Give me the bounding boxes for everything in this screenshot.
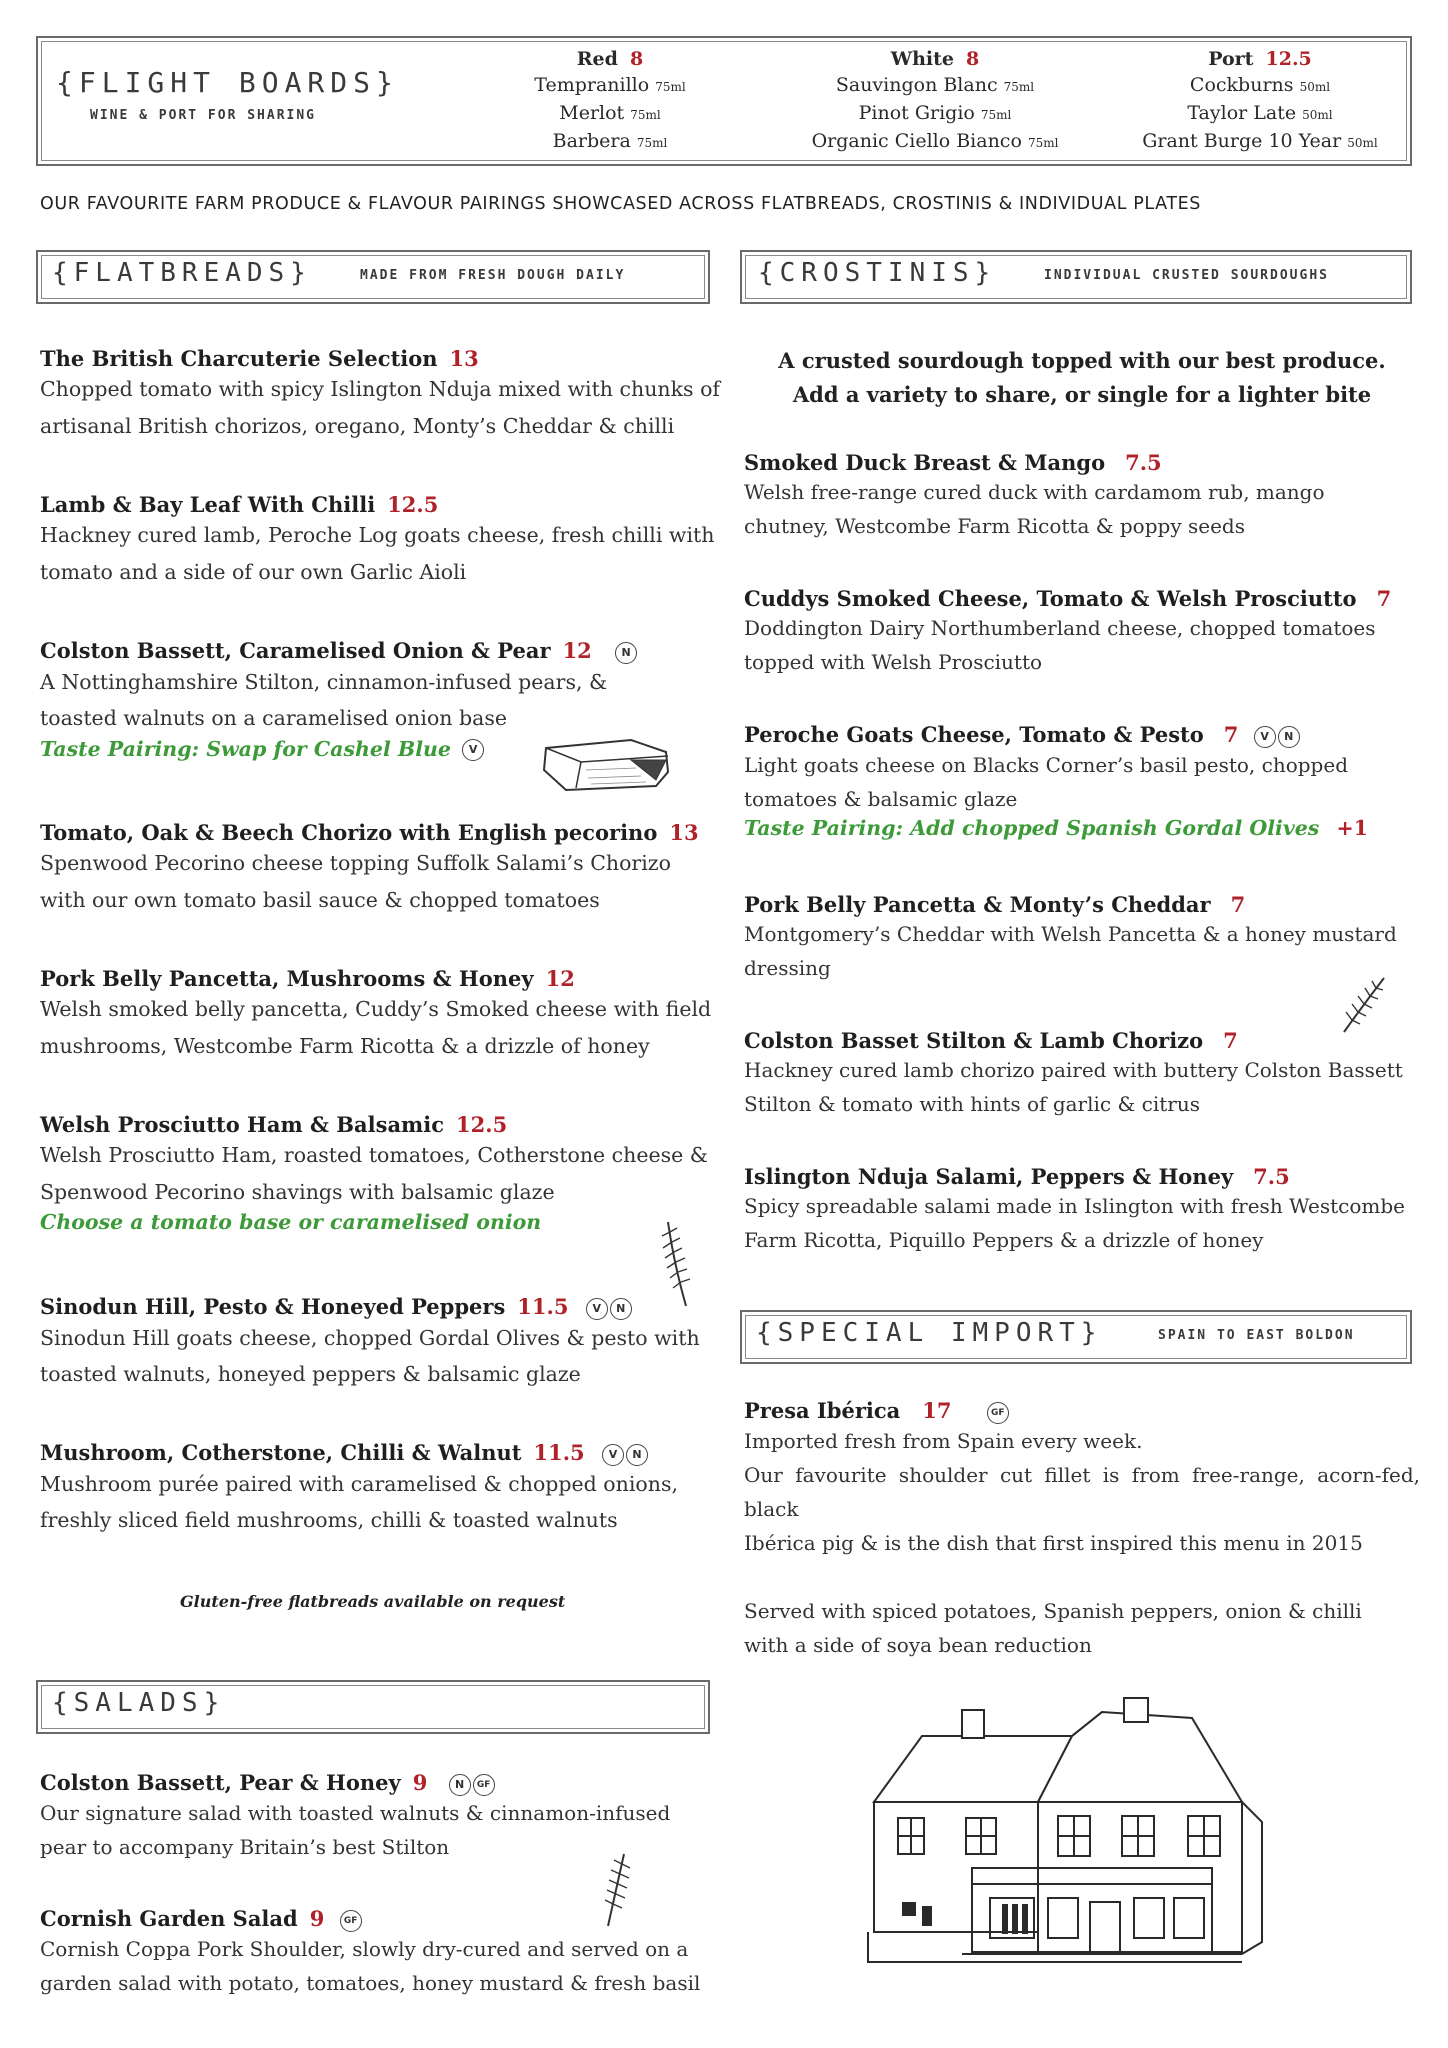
item-description: Spicy spreadable salami made in Islington with fresh Westcombe Farm Ricotta, Piquillo Peppers & a drizzle of honey: [744, 1194, 1405, 1252]
item-description: Light goats cheese on Blacks Corner’s basil pesto, chopped tomatoes & balsamic glaze: [744, 752, 1348, 811]
item-description-line: Ibérica pig & is the dish that first inspired this menu in 2015: [744, 1530, 1363, 1555]
flight-column-port: [1130, 46, 1390, 156]
crostinis-title: {CROSTINIS}: [758, 258, 997, 288]
gluten-free-badge-icon: GF: [473, 1774, 495, 1796]
flight-column-white: [800, 46, 1070, 156]
item-name: Sinodun Hill, Pesto & Honeyed Peppers: [40, 1294, 506, 1319]
item-description: Hackney cured lamb, Peroche Log goats cheese, fresh chilli with tomato and a side of our own Garlic Aioli: [40, 523, 715, 584]
flight-wine: Grant Burge 10 Year 50ml: [1142, 130, 1378, 152]
flight-wine: Organic Ciello Bianco 75ml: [811, 130, 1059, 152]
menu-item-special: [744, 1398, 1424, 1662]
gluten-free-badge-icon: GF: [987, 1402, 1009, 1424]
vegetarian-badge-icon: V: [462, 739, 484, 761]
nuts-badge-icon: N: [449, 1774, 471, 1796]
flight-wine: Pinot Grigio 75ml: [858, 102, 1012, 124]
nuts-badge-icon: N: [610, 1298, 632, 1320]
flight-price: 8: [966, 48, 980, 70]
item-description: Hackney cured lamb chorizo paired with buttery Colston Bassett Stilton & tomato with hints of garlic & citrus: [744, 1058, 1403, 1116]
item-name: Presa Ibérica: [744, 1398, 901, 1423]
menu-item-crostini: [744, 586, 1424, 679]
item-price: 7: [1230, 892, 1246, 917]
item-name: Colston Bassett, Pear & Honey: [40, 1770, 401, 1795]
item-description: Doddington Dairy Northumberland cheese, chopped tomatoes topped with Welsh Prosciutto: [744, 616, 1376, 674]
flight-column-red: [500, 46, 720, 156]
rosemary-sprig-illustration: [1340, 974, 1388, 1036]
item-price: 13: [669, 820, 699, 845]
menu-item-flatbread: [40, 1294, 720, 1393]
item-name: Cuddys Smoked Cheese, Tomato & Welsh Prosciutto: [744, 586, 1357, 611]
special-import-subtitle: SPAIN TO EAST BOLDON: [1158, 1328, 1355, 1343]
flight-boards-subtitle: WINE & PORT FOR SHARING: [90, 108, 317, 123]
pub-building-illustration: [862, 1692, 1282, 1992]
nuts-badge-icon: N: [1278, 726, 1300, 748]
item-description: Montgomery’s Cheddar with Welsh Pancetta & a honey mustard dressing: [744, 922, 1397, 980]
menu-tagline: OUR FAVOURITE FARM PRODUCE & FLAVOUR PAIRINGS SHOWCASED ACROSS FLATBREADS, CROSTINIS & INDIVIDUAL PLATES: [40, 194, 1201, 214]
menu-item-flatbread: [40, 966, 720, 1064]
item-description: Sinodun Hill goats cheese, chopped Gordal Olives & pesto with toasted walnuts, honeyed peppers & balsamic glaze: [40, 1325, 700, 1386]
item-price: 7.5: [1125, 450, 1162, 475]
vegetarian-badge-icon: V: [1254, 726, 1276, 748]
item-name: The British Charcuterie Selection: [40, 346, 438, 371]
flight-head: White: [890, 48, 954, 70]
flight-head: Red: [576, 48, 618, 70]
salads-title: {SALADS}: [52, 1688, 226, 1718]
menu-item-flatbread: [40, 1440, 720, 1539]
item-description: Our signature salad with toasted walnuts & cinnamon-infused pear to accompany Britain’s best Stilton: [40, 1800, 671, 1859]
item-price: 7: [1223, 722, 1239, 747]
flight-wine: Tempranillo 75ml: [534, 74, 686, 96]
menu-item-flatbread: [40, 1112, 720, 1234]
vegetarian-badge-icon: V: [602, 1444, 624, 1466]
item-price: 12.5: [387, 492, 439, 517]
flight-price: 8: [629, 48, 644, 70]
flight-wine: Cockburns 50ml: [1189, 74, 1331, 96]
flight-head: Port: [1208, 48, 1254, 70]
item-price: 11.5: [533, 1440, 585, 1465]
item-price: 9: [412, 1770, 428, 1795]
item-name: Smoked Duck Breast & Mango: [744, 450, 1106, 475]
flight-wine: Barbera 75ml: [552, 130, 668, 152]
item-price: 17: [922, 1398, 952, 1423]
item-description: Welsh smoked belly pancetta, Cuddy’s Smoked cheese with field mushrooms, Westcombe Farm Ricotta & a drizzle of honey: [40, 997, 712, 1058]
item-price: 12: [562, 638, 592, 663]
special-import-title: {SPECIAL IMPORT}: [756, 1318, 1103, 1348]
gluten-free-note: Gluten-free flatbreads available on request: [180, 1592, 566, 1611]
item-price: 12.5: [456, 1112, 508, 1137]
flight-wine: Merlot 75ml: [559, 102, 661, 124]
crostinis-intro: A crusted sourdough topped with our best produce. Add a variety to share, or single for a lighter bite: [778, 348, 1386, 407]
item-served-with: Served with spiced potatoes, Spanish peppers, onion & chilli with a side of soya bean reduction: [744, 1598, 1362, 1657]
nuts-badge-icon: N: [626, 1444, 648, 1466]
menu-item-flatbread: [40, 346, 720, 444]
menu-item-crostini: [744, 1028, 1424, 1121]
menu-item-salad: [40, 1906, 720, 2000]
vegetarian-badge-icon: V: [586, 1298, 608, 1320]
taste-pairing: Taste Pairing: Swap for Cashel Blue V: [40, 737, 700, 762]
item-name: Lamb & Bay Leaf With Chilli: [40, 492, 376, 517]
menu-item-crostini: [744, 450, 1424, 543]
flatbreads-subtitle: MADE FROM FRESH DOUGH DAILY: [360, 268, 626, 283]
flight-boards-title: {FLIGHT BOARDS}: [56, 66, 399, 99]
item-name: Colston Bassett, Caramelised Onion & Pear: [40, 638, 551, 663]
item-price: 7.5: [1253, 1164, 1290, 1189]
item-description-line: Imported fresh from Spain every week.: [744, 1428, 1143, 1453]
crostinis-subtitle: INDIVIDUAL CRUSTED SOURDOUGHS: [1044, 268, 1329, 283]
item-description: Welsh Prosciutto Ham, roasted tomatoes, Cotherstone cheese & Spenwood Pecorino shavings with balsamic glaze: [40, 1143, 709, 1204]
menu-item-flatbread: [40, 820, 720, 918]
item-description: A Nottinghamshire Stilton, cinnamon-infused pears, & toasted walnuts on a caramelised onion base: [40, 669, 608, 730]
item-name: Pork Belly Pancetta & Monty’s Cheddar: [744, 892, 1211, 917]
flight-price: 12.5: [1265, 48, 1312, 70]
item-description: Cornish Coppa Pork Shoulder, slowly dry-cured and served on a garden salad with potato, tomatoes, honey mustard & fresh basil: [40, 1936, 701, 1995]
taste-pairing: Taste Pairing: Add chopped Spanish Gordal Olives +1: [744, 815, 1368, 840]
item-description-line: Our favourite shoulder cut fillet is from free-range, acorn-fed, black: [744, 1462, 1420, 1521]
menu-item-crostini: [744, 892, 1424, 985]
item-price: 7: [1376, 586, 1392, 611]
item-price: 13: [449, 346, 479, 371]
item-description: Welsh free-range cured duck with cardamom rub, mango chutney, Westcombe Farm Ricotta & poppy seeds: [744, 480, 1325, 538]
flight-wine: Taylor Late 50ml: [1187, 102, 1333, 124]
item-price: 12: [545, 966, 575, 991]
menu-item-flatbread: [40, 492, 720, 590]
item-name: Islington Nduja Salami, Peppers & Honey: [744, 1164, 1234, 1189]
item-name: Tomato, Oak & Beech Chorizo with English pecorino: [40, 820, 658, 845]
flatbreads-title: {FLATBREADS}: [52, 258, 312, 288]
nuts-badge-icon: N: [615, 642, 637, 664]
item-name: Cornish Garden Salad: [40, 1906, 298, 1931]
flight-wine: Sauvingon Blanc 75ml: [835, 74, 1035, 96]
gluten-free-badge-icon: GF: [340, 1910, 362, 1932]
menu-item-crostini: [744, 722, 1424, 840]
item-name: Colston Basset Stilton & Lamb Chorizo: [744, 1028, 1204, 1053]
item-name: Welsh Prosciutto Ham & Balsamic: [40, 1112, 445, 1137]
taste-pairing: Choose a tomato base or caramelised onion: [40, 1210, 542, 1234]
item-price: 11.5: [517, 1294, 569, 1319]
item-description: Spenwood Pecorino cheese topping Suffolk Salami’s Chorizo with our own tomato basil sauce & chopped tomatoes: [40, 851, 671, 912]
item-name: Pork Belly Pancetta, Mushrooms & Honey: [40, 966, 534, 991]
item-price: 9: [309, 1906, 325, 1931]
item-price: 7: [1223, 1028, 1238, 1053]
item-name: Peroche Goats Cheese, Tomato & Pesto: [744, 722, 1204, 747]
menu-item-crostini: [744, 1164, 1424, 1257]
cheese-wheel-illustration: [536, 730, 686, 796]
item-description: Mushroom purée paired with caramelised & chopped onions, freshly sliced field mushrooms, chilli & toasted walnuts: [40, 1471, 678, 1532]
item-description: Chopped tomato with spicy Islington Nduja mixed with chunks of artisanal British chorizos, oregano, Monty’s Cheddar & chilli: [40, 377, 721, 438]
item-name: Mushroom, Cotherstone, Chilli & Walnut: [40, 1440, 522, 1465]
